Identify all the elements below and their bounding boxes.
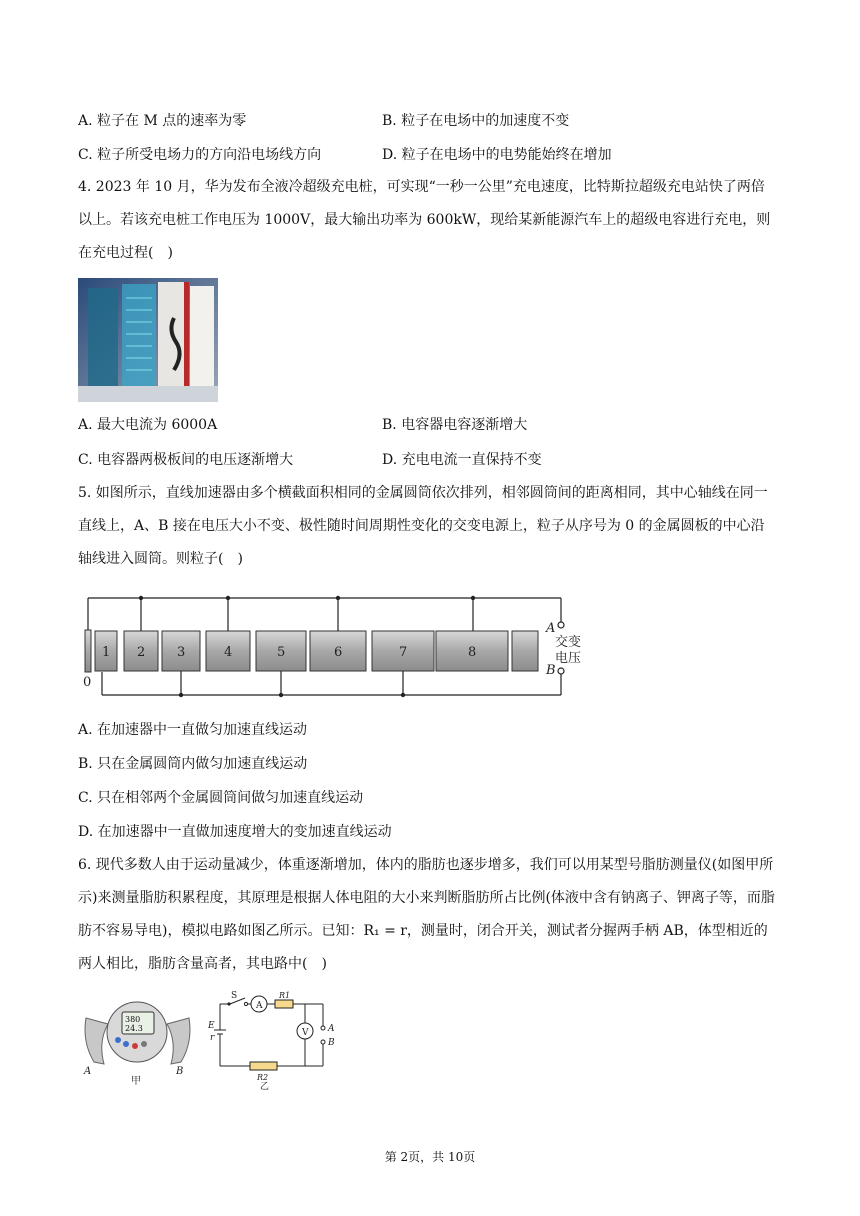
tube-label-7: 7 <box>399 645 408 660</box>
charging-station-photo <box>78 278 218 402</box>
tube-label-4: 4 <box>224 645 233 660</box>
q4-option-b: B. 电容器电容逐渐增大 <box>382 417 528 433</box>
linear-accelerator-diagram <box>78 590 598 700</box>
q3-option-d: D. 粒子在电场中的电势能始终在增加 <box>382 147 612 163</box>
tube-label-8: 8 <box>468 645 477 660</box>
r1-label: R1 <box>279 991 291 1000</box>
device-handle-b: B <box>176 1066 184 1077</box>
fat-meter-device-figure <box>80 996 195 1088</box>
q5-option-d: D. 在加速器中一直做加速度增大的变加速直线运动 <box>78 824 392 840</box>
q4-option-d: D. 充电电流一直保持不变 <box>382 452 542 468</box>
ammeter-label: A <box>256 1001 263 1011</box>
plate-label-0: 0 <box>83 675 92 690</box>
emf-label: E <box>208 1021 215 1031</box>
q3-option-c: C. 粒子所受电场力的方向沿电场线方向 <box>78 147 322 163</box>
tube-label-2: 2 <box>137 645 146 660</box>
source-label-voltage: 电压 <box>555 651 582 666</box>
q3-option-b: B. 粒子在电场中的加速度不变 <box>382 113 570 129</box>
q4-option-a: A. 最大电流为 6000A <box>78 417 218 433</box>
q3-option-a: A. 粒子在 M 点的速率为零 <box>78 113 247 129</box>
terminal-b-label: B <box>546 663 556 678</box>
tube-label-3: 3 <box>177 645 186 660</box>
voltmeter-label: V <box>302 1028 309 1038</box>
circuit-terminal-b: B <box>328 1038 335 1048</box>
terminal-a-label: A <box>546 621 556 636</box>
q5-option-b: B. 只在金属圆筒内做匀加速直线运动 <box>78 756 308 772</box>
page-footer: 第 2页，共 10页 <box>384 1150 476 1164</box>
q6-stem: 6. 现代多数人由于运动量减少，体重逐渐增加，体内的脂肪也逐步增多，我们可以用某型号脂肪测量仪(如图甲所示)来测量脂肪积累程度，其原理是根据人体电阻的大小来判断脂肪所占比例(体液中含有钠离子、钾离子等，而脂肪不容易导电)，模拟电路如图乙所示。已知：R₁ = r，测量时，闭合开关，测试者分握两手柄 AB，体型相近的两人相比，脂肪含量高者，其电路中( ) <box>78 857 775 972</box>
tube-label-1: 1 <box>102 645 111 660</box>
device-screen-value-2: 24.3 <box>125 1024 143 1033</box>
figure-caption-jia: 甲 <box>131 1076 141 1087</box>
tube-label-5: 5 <box>277 645 286 660</box>
internal-resistance-label: r <box>210 1033 215 1043</box>
q5-stem: 5. 如图所示，直线加速器由多个横截面积相同的金属圆筒依次排列，相邻圆筒间的距离相同，其中心轴线在同一直线上，A、B 接在电压大小不变、极性随时间周期性变化的交变电源上，粒子从序号为 0 的金属圆板的中心沿轴线进入圆筒。则粒子( ) <box>78 485 768 567</box>
source-label-ac: 交变 <box>555 635 582 650</box>
q5-option-c: C. 只在相邻两个金属圆筒间做匀加速直线运动 <box>78 790 364 806</box>
device-screen-value-1: 380 <box>125 1015 141 1024</box>
q4-stem: 4. 2023 年 10 月，华为发布全液冷超级充电桩，可实现“一秒一公里”充电速度，比特斯拉超级充电站快了两倍以上。若该充电桩工作电压为 1000V，最大输出功率为 600kW，现给某新能源汽车上的超级电容进行充电，则在充电过程( ) <box>78 179 771 261</box>
device-handle-a: A <box>84 1066 92 1077</box>
q5-option-a: A. 在加速器中一直做匀加速直线运动 <box>78 722 308 738</box>
r2-label: R2 <box>257 1073 269 1082</box>
tube-label-6: 6 <box>334 645 343 660</box>
circuit-terminal-a: A <box>328 1024 335 1034</box>
switch-label: S <box>231 991 238 1001</box>
figure-caption-yi: 乙 <box>260 1082 270 1090</box>
q4-option-c: C. 电容器两极板间的电压逐渐增大 <box>78 452 294 468</box>
fat-meter-circuit-diagram <box>205 990 345 1090</box>
